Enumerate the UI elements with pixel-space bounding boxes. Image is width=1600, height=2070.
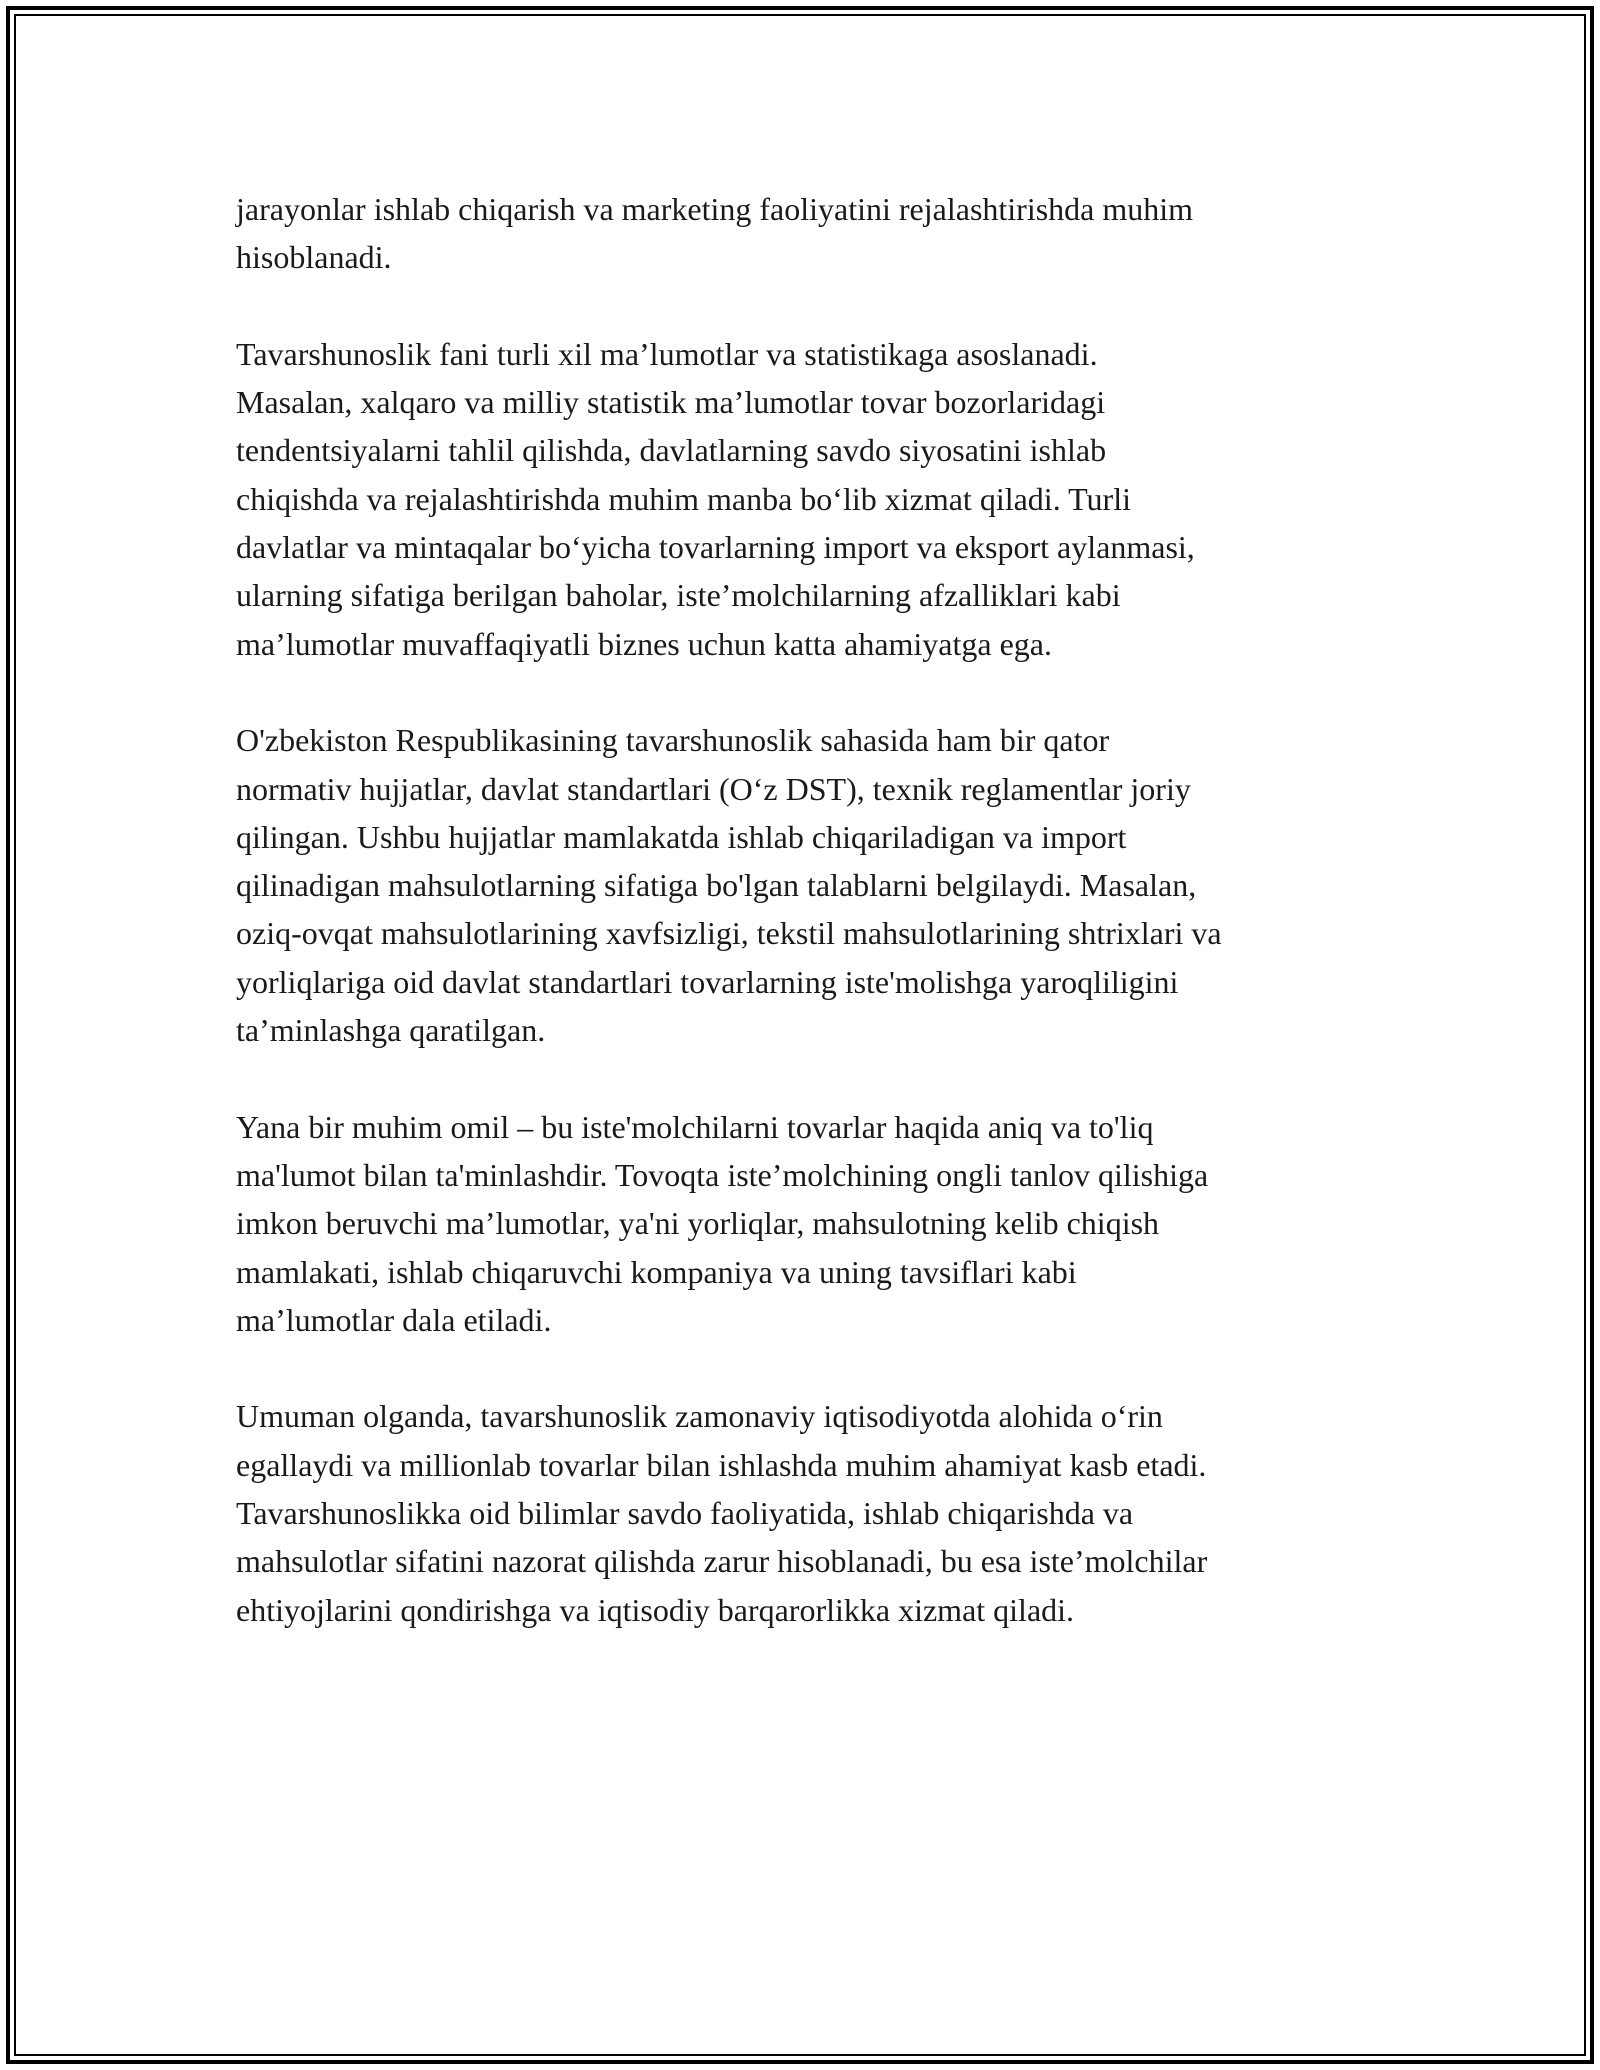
paragraph-statistics: Tavarshunoslik fani turli xil ma’lumotlar va statistikaga asoslanadi. Masalan, xalqaro va milliy statistik ma’lumotlar tovar bozorlaridagi tendentsiyalarni tahlil qilishda, davlatlarning savdo siyosatini ishlab chiqishda va rejalashtirishda muhim manba bo‘lib xizmat qiladi. Turli davlatlar va mintaqalar bo‘yicha tovarlarning import va eksport aylanmasi, ularning sifatiga berilgan baholar, iste’molchilarning afzalliklari kabi ma’lumotlar muvaffaqiyatli biznes uchun katta ahamiyatga ega. [236, 335, 1195, 662]
page-content [236, 185, 1376, 1682]
paragraph-continuation: jarayonlar ishlab chiqarish va marketing faoliyatini rejalashtirishda muhim hisoblanadi. [236, 191, 1194, 276]
paragraph-consumer-information: Yana bir muhim omil – bu iste'molchilarni tovarlar haqida aniq va to'liq ma'lumot bilan ta'minlashdir. Tovoqta iste’molchining ongli tanlov qilishiga imkon beruvchi ma’lumotlar, ya'ni yorliqlar, mahsulotning kelib chiqish mamlakati, ishlab chiqaruvchi kompaniya va uning tavsiflari kabi ma’lumotlar dala etiladi. [236, 1108, 1209, 1338]
paragraph-conclusion: Umuman olganda, tavarshunoslik zamonaviy iqtisodiyotda alohida o‘rin egallaydi va millionlab tovarlar bilan ishlashda muhim ahamiyat kasb etadi. Tavarshunoslikka oid bilimlar savdo faoliyatida, ishlab chiqarishda va mahsulotlar sifatini nazorat qilishda zarur hisoblanadi, bu esa iste’molchilar ehtiyojlarini qondirishga va iqtisodiy barqarorlikka xizmat qiladi. [236, 1398, 1208, 1628]
paragraph-standards: O'zbekiston Respublikasining tavarshunoslik sahasida ham bir qator normativ hujjatlar, davlat standartlari (O‘z DST), texnik reglamentlar joriy qilingan. Ushbu hujjatlar mamlakatda ishlab chiqariladigan va import qilinadigan mahsulotlarning sifatiga bo'lgan talablarni belgilaydi. Masalan, oziq-ovqat mahsulotlarining xavfsizligi, tekstil mahsulotlarining shtrixlari va yorliqlariga oid davlat standartlari tovarlarning iste'molishga yaroqliligini ta’minlashga qaratilgan. [236, 722, 1222, 1049]
